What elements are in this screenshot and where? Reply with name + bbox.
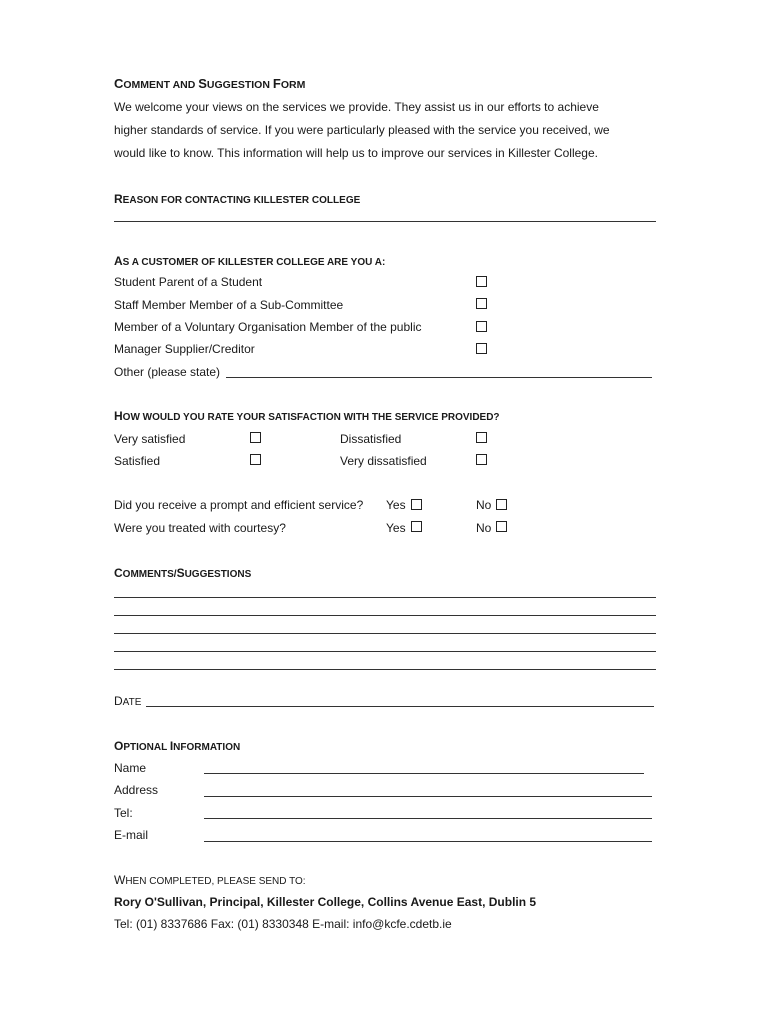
q1-yes-checkbox[interactable] xyxy=(411,499,422,510)
customer-checkbox-3[interactable] xyxy=(476,321,487,332)
optional-heading: OPTIONAL INFORMATION xyxy=(114,739,241,753)
very-dissatisfied-label: Very dissatisfied xyxy=(340,454,427,468)
customer-option-1: Student Parent of a Student xyxy=(114,275,263,289)
date-input-line[interactable] xyxy=(146,706,654,707)
comments-line-4[interactable] xyxy=(114,651,656,652)
address-label: Address xyxy=(114,783,159,797)
very-satisfied-label: Very satisfied xyxy=(114,432,186,446)
customer-option-2: Staff Member Member of a Sub-Committee xyxy=(114,298,344,312)
name-input-line[interactable] xyxy=(204,773,644,774)
email-label: E-mail xyxy=(114,828,149,842)
other-label: Other (please state) xyxy=(114,365,221,379)
question-courtesy: Were you treated with courtesy? xyxy=(114,521,286,535)
name-label: Name xyxy=(114,761,147,775)
dissatisfied-label: Dissatisfied xyxy=(340,432,402,446)
reason-input-line[interactable] xyxy=(114,221,656,222)
customer-option-4: Manager Supplier/Creditor xyxy=(114,342,255,356)
q2-yes-checkbox[interactable] xyxy=(411,521,422,532)
address-input-line[interactable] xyxy=(204,796,652,797)
email-input-line[interactable] xyxy=(204,841,652,842)
q1-no-checkbox[interactable] xyxy=(496,499,507,510)
intro-line-3: would like to know. This information will help us to improve our services in Killester College. xyxy=(114,146,598,160)
customer-checkbox-2[interactable] xyxy=(476,298,487,309)
q1-yes-label: Yes xyxy=(386,498,406,512)
intro-line-2: higher standards of service. If you were particularly pleased with the service you received, we xyxy=(114,123,610,137)
very-satisfied-checkbox[interactable] xyxy=(250,432,261,443)
comments-line-5[interactable] xyxy=(114,669,656,670)
customer-checkbox-4[interactable] xyxy=(476,343,487,354)
comments-line-2[interactable] xyxy=(114,615,656,616)
send-address: Rory O'Sullivan, Principal, Killester College, Collins Avenue East, Dublin 5 xyxy=(114,895,537,909)
other-input-line[interactable] xyxy=(226,377,652,378)
date-label: DATE xyxy=(114,694,142,708)
very-dissatisfied-checkbox[interactable] xyxy=(476,454,487,465)
satisfied-checkbox[interactable] xyxy=(250,454,261,465)
q2-yes-label: Yes xyxy=(386,521,406,535)
customer-option-3: Member of a Voluntary Organisation Member of the public xyxy=(114,320,422,334)
customer-heading: AS A CUSTOMER OF KILLESTER COLLEGE ARE YOU A: xyxy=(114,254,386,268)
send-contact: Tel: (01) 8337686 Fax: (01) 8330348 E-mail: info@kcfe.cdetb.ie xyxy=(114,917,452,931)
q1-no-label: No xyxy=(476,498,492,512)
comments-line-1[interactable] xyxy=(114,597,656,598)
send-heading: WHEN COMPLETED, PLEASE SEND TO: xyxy=(114,873,306,887)
comments-line-3[interactable] xyxy=(114,633,656,634)
comments-heading: COMMENTS/SUGGESTIONS xyxy=(114,566,252,580)
tel-label: Tel: xyxy=(114,806,133,820)
reason-heading: REASON FOR CONTACTING KILLESTER COLLEGE xyxy=(114,192,361,206)
q2-no-label: No xyxy=(476,521,492,535)
dissatisfied-checkbox[interactable] xyxy=(476,432,487,443)
tel-input-line[interactable] xyxy=(204,818,652,819)
intro-line-1: We welcome your views on the services we provide. They assist us in our efforts to achieve xyxy=(114,100,599,114)
customer-checkbox-1[interactable] xyxy=(476,276,487,287)
form-title: COMMENT AND SUGGESTION FORM xyxy=(114,76,306,91)
q2-no-checkbox[interactable] xyxy=(496,521,507,532)
satisfied-label: Satisfied xyxy=(114,454,161,468)
question-prompt-service: Did you receive a prompt and efficient service? xyxy=(114,498,364,512)
satisfaction-heading: HOW WOULD YOU RATE YOUR SATISFACTION WITH THE SERVICE PROVIDED? xyxy=(114,409,500,423)
